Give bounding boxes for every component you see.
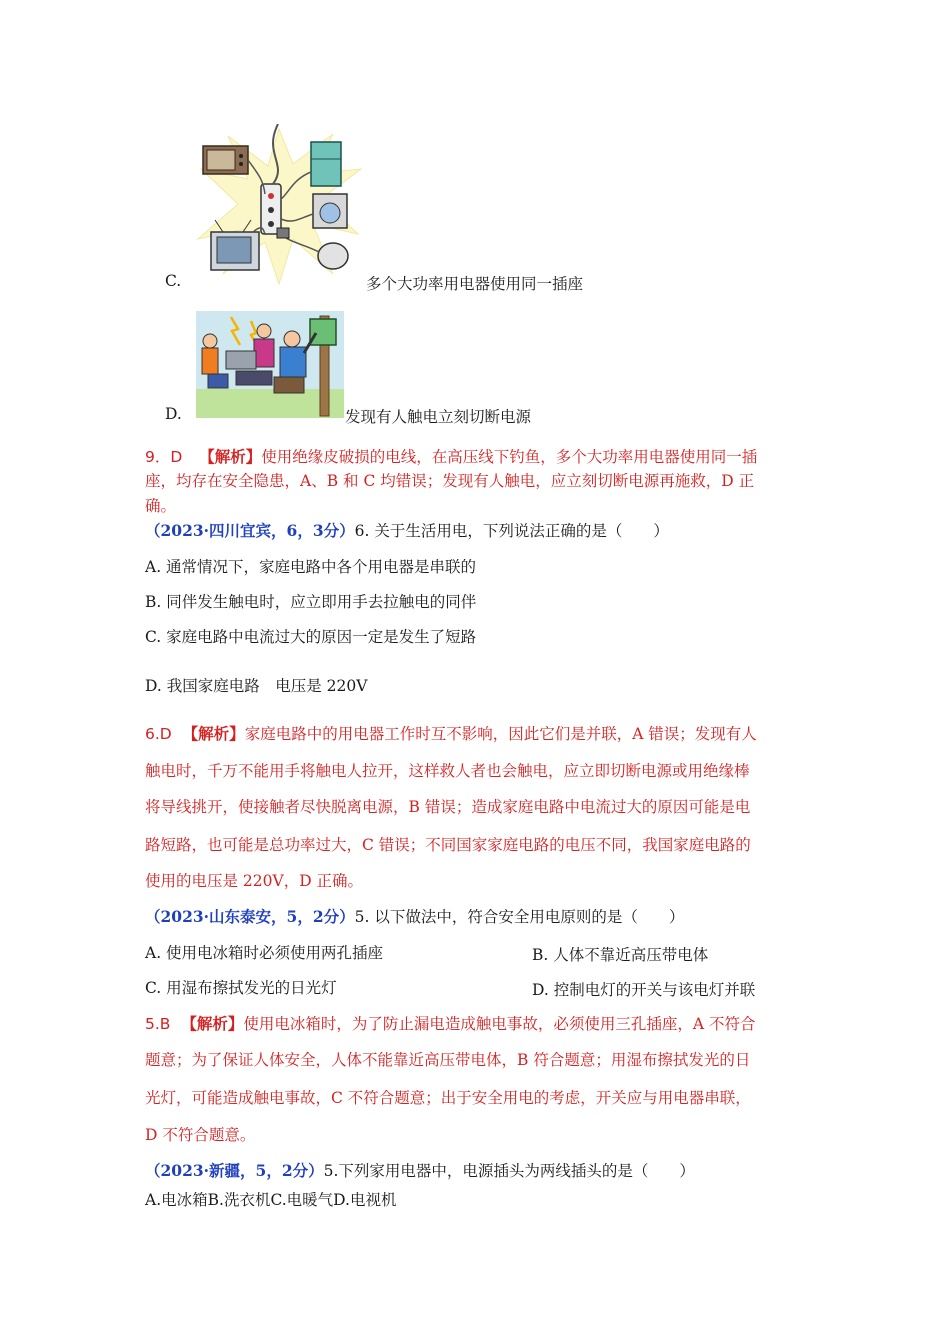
shandong-option-c: C. 用湿布擦拭发光的日光灯: [145, 979, 337, 997]
sichuan-answer-line2: 触电时，千万不能用手将触电人拉开，这样救人者也会触电，应立即切断电源或用绝缘棒: [145, 762, 750, 780]
shandong-answer-text: 使用电冰箱时，为了防止漏电造成触电事故，必须使用三孔插座，A 不符合: [243, 1015, 756, 1033]
shandong-answer-line3: 光灯，可能造成触电事故，C 不符合题意；出于安全用电的考虑，开关应与用电器串联，: [145, 1089, 751, 1107]
sichuan-option-a: A. 通常情况下，家庭电路中各个用电器是串联的: [145, 558, 477, 576]
q9-answer-text: 使用绝缘皮破损的电线，在高压线下钓鱼，多个大功率用电器使用同一插: [261, 448, 758, 466]
sichuan-question-stem: [145, 521, 669, 541]
xinjiang-question-stem: [145, 1161, 695, 1181]
option-d-label: D.: [165, 405, 182, 423]
option-c-label: C.: [165, 272, 182, 290]
sichuan-answer-tag: 【解析】: [182, 724, 245, 743]
sichuan-answer-line1: [145, 724, 757, 744]
sichuan-answer-line4: 路短路，也可能是总功率过大，C 错误；不同国家家庭电路的电压不同，我国家庭电路的: [145, 836, 751, 854]
shandong-stem: 5. 以下做法中，符合安全用电原则的是（ ）: [354, 908, 685, 926]
shandong-question-stem: [145, 907, 684, 927]
sichuan-source: （2023·四川宜宾，6，3分）: [145, 521, 355, 540]
option-d-caption: 发现有人触电立刻切断电源: [345, 408, 532, 426]
q9-answer-line2: 座，均存在安全隐患，A、B 和 C 均错误；发现有人触电，应立刻切断电源再施救，D 正: [145, 472, 755, 490]
shandong-answer-line4: D 不符合题意。: [145, 1126, 256, 1144]
shandong-option-b: B. 人体不靠近高压带电体: [532, 946, 709, 964]
shandong-answer-number: 5.B: [145, 1015, 171, 1033]
sichuan-option-d: D. 我国家庭电路 电压是 220V: [145, 677, 368, 695]
shandong-source: （2023·山东泰安，5，2分）: [145, 907, 355, 926]
shandong-answer-line2: 题意；为了保证人体安全，人体不能靠近高压带电体，B 符合题意；用湿布擦拭发光的日: [145, 1051, 751, 1069]
sichuan-stem: 6. 关于生活用电，下列说法正确的是（ ）: [354, 522, 669, 540]
option-c-caption: 多个大功率用电器使用同一插座: [366, 275, 584, 293]
rescue-illustration: [196, 311, 344, 418]
q9-answer-line1: [145, 447, 757, 467]
xinjiang-options: A.电冰箱B.洗衣机C.电暖气D.电视机: [145, 1191, 397, 1209]
sichuan-answer-line5: 使用的电压是 220V，D 正确。: [145, 872, 364, 890]
q9-answer-tag: 【解析】: [199, 447, 262, 466]
shandong-answer-line1: [145, 1014, 756, 1034]
sichuan-answer-line3: 将导线挑开，使接触者尽快脱离电源，B 错误；造成家庭电路中电流过大的原因可能是电: [145, 798, 751, 816]
xinjiang-stem: 5.下列家用电器中，电源插头为两线插头的是（ ）: [323, 1162, 695, 1180]
shandong-option-a: A. 使用电冰箱时必须使用两孔插座: [145, 944, 384, 962]
shandong-option-d: D. 控制电灯的开关与该电灯并联: [532, 981, 756, 999]
sichuan-option-b: B. 同伴发生触电时，应立即用手去拉触电的同伴: [145, 593, 477, 611]
xinjiang-source: （2023·新疆，5，2分）: [145, 1161, 324, 1180]
sichuan-answer-text: 家庭电路中的用电器工作时互不影响，因此它们是并联，A 错误；发现有人: [244, 725, 757, 743]
sichuan-option-c: C. 家庭电路中电流过大的原因一定是发生了短路: [145, 628, 477, 646]
q9-answer-line3: 确。: [145, 497, 177, 515]
sichuan-answer-number: 6.D: [145, 725, 172, 743]
q9-answer-number: 9．D: [145, 448, 183, 466]
shandong-answer-tag: 【解析】: [181, 1014, 244, 1033]
appliances-illustration: [193, 124, 365, 289]
